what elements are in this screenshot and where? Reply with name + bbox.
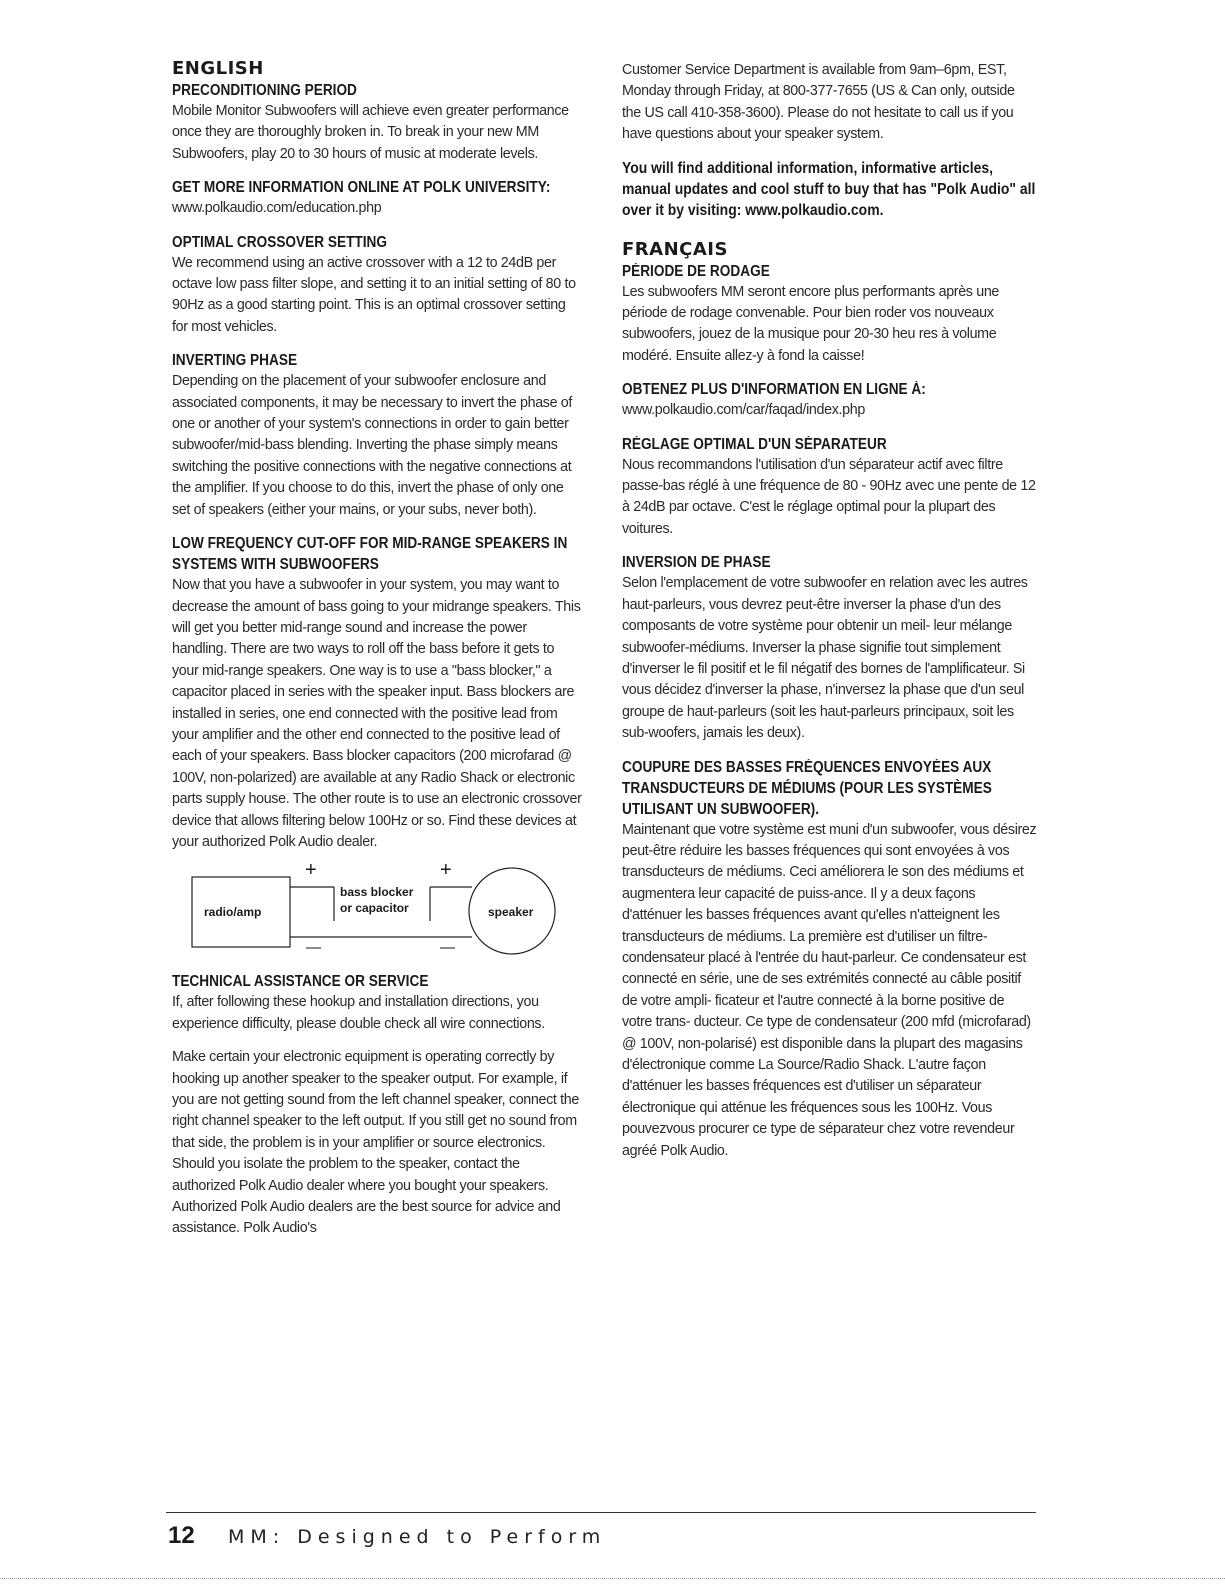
right-column: [622, 58, 1037, 1174]
wiring-diagram: [172, 859, 584, 957]
heading-periode-rodage: PÉRIODE DE RODAGE: [622, 262, 770, 280]
minus-sign-speaker: —: [440, 939, 455, 957]
label-bass-blocker: bass blocker: [340, 885, 414, 900]
bottom-dotted-border: [0, 1578, 1225, 1579]
heading-low-frequency-cutoff: LOW FREQUENCY CUT-OFF FOR MID-RANGE SPEAKERS IN SYSTEMS WITH SUBWOOFERS: [172, 535, 568, 574]
body-reglage-separateur: Nous recommandons l'utilisation d'un séparateur actif avec filtre passe-bas réglé à une fréquence de 80 - 90Hz avec une pente de 12 à 24dB par octave. C'est le réglage optimal pour la plupart des voitures.: [622, 456, 1036, 537]
heading-preconditioning: PRECONDITIONING PERIOD: [172, 82, 357, 99]
language-heading-english: ENGLISH: [172, 58, 264, 79]
body-customer-service: Customer Service Department is available from 9am–6pm, EST, Monday through Friday, at 800-377-7655 (US & Can only, outside the US call 410-358-3600). Please do not hesitate to call us if you have questions about your speaker system.: [622, 62, 1015, 143]
heading-polk-university: GET MORE INFORMATION ONLINE AT POLK UNIVERSITY:: [172, 179, 551, 197]
heading-inversion-phase: INVERSION DE PHASE: [622, 554, 771, 572]
body-preconditioning: Mobile Monitor Subwoofers will achieve even greater performance once they are thoroughly broken in. To break in your new MM Subwoofers, play 20 to 30 hours of music at moderate levels.: [172, 103, 569, 162]
label-radio-amp: radio/amp: [204, 905, 262, 920]
language-heading-french: FRANÇAIS: [622, 238, 728, 260]
heading-crossover: OPTIMAL CROSSOVER SETTING: [172, 233, 387, 251]
body-technical-assistance-2: Make certain your electronic equipment is operating correctly by hooking up another speaker to the speaker output. For example, if you are not getting sound from the left channel speaker, connect the right channel speaker to the left output. If you still get no sound from that side, the problem is in your amplifier or source electronics. Should you isolate the problem to the speaker, contact the authorized Polk Audio dealer where you bought your speakers. Authorized Polk Audio dealers are the best source for advice and assistance. Polk Audio's: [172, 1049, 579, 1237]
link-polk-education[interactable]: www.polkaudio.com/education.php: [172, 200, 382, 217]
plus-sign-amp: +: [305, 859, 317, 882]
heading-obtenez-information: OBTENEZ PLUS D'INFORMATION EN LIGNE À:: [622, 381, 926, 399]
footer-rule: [166, 1512, 1036, 1513]
heading-technical-assistance: TECHNICAL ASSISTANCE OR SERVICE: [172, 973, 429, 991]
callout-polkaudio: You will find additional information, informative articles, manual updates and cool stuff to buy that has "Polk Audio" all over it by visiting: www.polkaudio.com.: [622, 159, 1036, 219]
body-technical-assistance-1: If, after following these hookup and installation directions, you experience difficulty, please double check all wire connections.: [172, 994, 545, 1032]
plus-sign-speaker: +: [440, 859, 452, 882]
body-low-frequency-cutoff: Now that you have a subwoofer in your system, you may want to decrease the amount of bass going to your midrange speakers. This will get you better mid-range sound and increase the power handling. There are two ways to roll off the bass before it gets to your mid-range speakers. One way is to use a "bass blocker," a capacitor placed in series with the speaker input. Bass blockers are installed in series, one end connected with the positive lead from your amplifier and the other end connected to the positive lead of each of your speakers. Bass blocker capacitors (200 microfarad @ 100V, non-polarized) are available at any Radio Shack or electronic parts supply house. The other route is to use an electronic crossover device that allows filtering below 100Hz or so. Find these devices at your authorized Polk Audio dealer.: [172, 577, 582, 850]
heading-reglage-separateur: RÉGLAGE OPTIMAL D'UN SÉPARATEUR: [622, 435, 887, 453]
heading-coupure-basses: COUPURE DES BASSES FRÉQUENCES ENVOYÉES AUX TRANSDUCTEURS DE MÉDIUMS (POUR LES SYSTÈMES UTILISANT UN SUBWOOFER).: [622, 758, 992, 818]
page-number: 12: [168, 1522, 195, 1549]
body-inversion-phase: Selon l'emplacement de votre subwoofer en relation avec les autres haut-parleurs, vous devrez peut-être inverser la phase d'un des composants de votre système pour obtenir un meil- leur mélange subwoofer-médiums. Inverser la phase signifie tout simplement d'inverser le fil positif et le fil négatif des bornes de l'amplificateur. Si vous décidez d'inverser la phase, n'inversez la phase que d'un seul groupe de haut-parleurs (soit les haut-parleurs principaux, soit les sub-woofers, jamais les deux).: [622, 575, 1028, 742]
english-column: [172, 58, 584, 1252]
label-or-capacitor: or capacitor: [340, 901, 409, 916]
body-inverting-phase: Depending on the placement of your subwoofer enclosure and associated components, it may be necessary to invert the phase of one or another of your system's connections in order to gain better subwoofer/mid-bass blending. Inverting the phase simply means switching the positive connections with the negative connections at the amplifier. If you choose to do this, invert the phase of only one set of speakers (either your mains, or your subs, never both).: [172, 373, 573, 518]
minus-sign-amp: —: [306, 939, 321, 957]
body-coupure-basses: Maintenant que votre système est muni d'un subwoofer, vous désirez peut-être réduire les basses fréquences qui sont envoyées à vos transducteurs de médiums. Ceci améliorera le son des médiums et augmentera leur capacité de puiss-ance. Il y a deux façons d'atténuer les basses fréquences avant qu'elles n'atteignent les transducteurs de médiums. La première est d'utiliser un filtre-condensateur placé à l'entrée du haut-parleur. Ce condensateur est connecté en série, une de ses extrémités connecté au câble positif de votre ampli- ficateur et l'autre connecté à la borne positive de votre trans- ducteur. Ce type de condensateur (200 mfd (microfarad) @ 100V, non-polarisé) est disponible dans la plupart des magasins d'électronique comme La Source/Radio Shack. L'autre façon d'atténuer les basses fréquences est d'utiliser un séparateur électronique qui atténue les fréquences sous les 100Hz. Vous pouvezvous procurer ce type de séparateur chez votre revendeur agréé Polk Audio.: [622, 821, 1037, 1159]
body-crossover: We recommend using an active crossover with a 12 to 24dB per octave low pass filter slope, and setting it to an initial setting of 80 to 90Hz as a good starting point. This is an optimal crossover setting for most vehicles.: [172, 254, 576, 335]
body-periode-rodage: Les subwoofers MM seront encore plus performants après une période de rodage convenable. Pour bien roder vos nouveaux subwoofers, jouez de la musique pour 20-30 heu res à volume modéré. Ensuite allez-y à fond la caisse!: [622, 283, 1000, 364]
heading-inverting-phase: INVERTING PHASE: [172, 352, 298, 370]
link-polk-faq[interactable]: www.polkaudio.com/car/faqad/index.php: [622, 402, 865, 419]
label-speaker: speaker: [488, 905, 534, 920]
footer-tagline: MM: Designed to Perform: [228, 1526, 607, 1548]
